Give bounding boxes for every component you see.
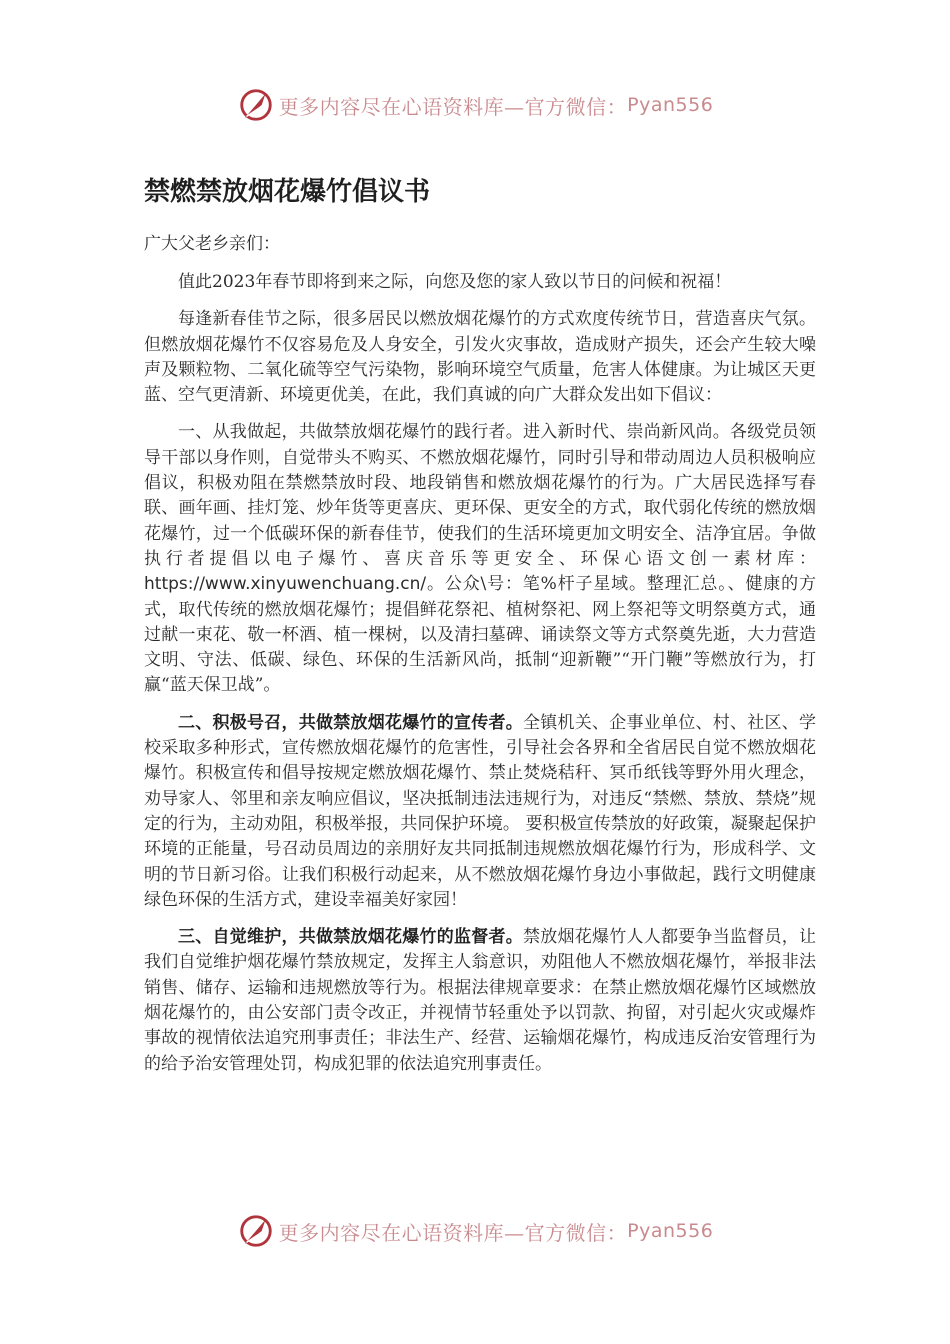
- watermark-wechat-id: Pyan556: [627, 94, 714, 116]
- paragraph-section-2: [144, 711, 816, 913]
- greeting: 广大父老乡亲们：: [144, 234, 280, 254]
- section-1-text: 一、从我做起，共做禁放烟花爆竹的践行者。进入新时代、崇尚新风尚。各级党员领导干部以身作则，自觉带头不购买、不燃放烟花爆竹，同时引导和带动周边人员积极响应倡议，积极劝阻在禁燃禁放时段、地段销售和燃放烟花爆竹的行为。广大居民选择写春联、画年画、挂灯笼、炒年货等更喜庆、更环保、更安全的方式，取代弱化传统的燃放烟花爆竹，过一个低碳环保的新春佳节，使我们的生活环境更加文明安全、洁净宜居。争做执行者提倡以电子爆竹、喜庆音乐等更安全、环保心语文创一素材库：: [144, 422, 816, 569]
- watermark-header: [0, 86, 950, 124]
- paragraph-intro: 值此2023年春节即将到来之际，向您及您的家人致以节日的问候和祝福！: [178, 272, 732, 292]
- document-body: [144, 172, 816, 1089]
- paragraph-background: 每逢新春佳节之际，很多居民以燃放烟花爆竹的方式欢度传统节日，营造喜庆气氛。但燃放烟花爆竹不仅容易危及人身安全，引发火灾事故，造成财产损失，还会产生较大噪声及颗粒物、二氧化硫等空气污染物，影响环境空气质量，危害人体健康。为让城区天更蓝、空气更清新、环境更优美，在此，我们真诚的向广大群众发出如下倡议：: [144, 309, 816, 406]
- section-2-body: 全镇机关、企事业单位、村、社区、学校采取多种形式，宣传燃放烟花爆竹的危害性，引导社会各界和全省居民自觉不燃放烟花爆竹。积极宣传和倡导按规定燃放烟花爆竹、禁止焚烧秸秆、冥币纸钱等野外用火理念，劝导家人、邻里和亲友响应倡议，坚决抵制违法违规行为，对违反“禁燃、禁放、禁烧”规定的行为，主动劝阻，积极举报，共同保护环境。 要积极宣传禁放的好政策，凝聚起保护环境的正能量，号召动员周边的亲朋好友共同抵制违规燃放烟花爆竹行为，形成科学、文明的节日新习俗。让我们积极行动起来，从不燃放烟花爆竹身边小事做起，践行文明健康绿色环保的生活方式，建设幸福美好家园！: [144, 712, 816, 910]
- quill-logo-icon: [237, 86, 275, 124]
- section-1-text-cont: 。公众\号：笔%杆子星域。整理汇总。、健康的方式，取代传统的燃放烟花爆竹；提倡鲜花祭祀、植树祭祀、网上祭祀等文明祭奠方式，通过献一束花、敬一杯酒、植一棵树，以及清扫墓碑、诵读祭文等方式祭奠先逝，大力营造文明、守法、低碳、绿色、环保的生活新风尚，抵制“迎新鞭”“开门鞭”等燃放行为，打赢“蓝天保卫战”。: [144, 574, 816, 696]
- paragraph-section-3: [144, 925, 816, 1077]
- document-title: 禁燃禁放烟花爆竹倡议书: [144, 177, 431, 207]
- section-3-heading: 三、自觉维护，共做禁放烟花爆竹的监督者。: [178, 927, 523, 948]
- watermark-wechat-id: Pyan556: [627, 1220, 714, 1242]
- watermark-footer: [0, 1212, 950, 1250]
- section-3-body: 禁放烟花爆竹人人都要争当监督员，让我们自觉维护烟花爆竹禁放规定，发挥主人翁意识，劝阻他人不燃放烟花爆竹，举报非法销售、储存、运输和违规燃放等行为。根据法律规章要求：在禁止燃放烟花爆竹区域燃放烟花爆竹的，由公安部门责令改正，并视情节轻重处予以罚款、拘留，对引起火灾或爆炸事故的视情依法追究刑事责任；非法生产、经营、运输烟花爆竹，构成违反治安管理行为的给予治安管理处罚，构成犯罪的依法追究刑事责任。: [144, 927, 816, 1074]
- watermark-text: 更多内容尽在心语资料库—官方微信：: [278, 1220, 628, 1245]
- paragraph-section-1: [144, 420, 816, 698]
- watermark-text: 更多内容尽在心语资料库—官方微信：: [278, 94, 628, 119]
- quill-logo-icon: [237, 1212, 275, 1250]
- website-link[interactable]: https://www.xinyuwenchuang.cn/: [144, 574, 427, 595]
- section-2-heading: 二、积极号召，共做禁放烟花爆竹的宣传者。: [178, 712, 523, 733]
